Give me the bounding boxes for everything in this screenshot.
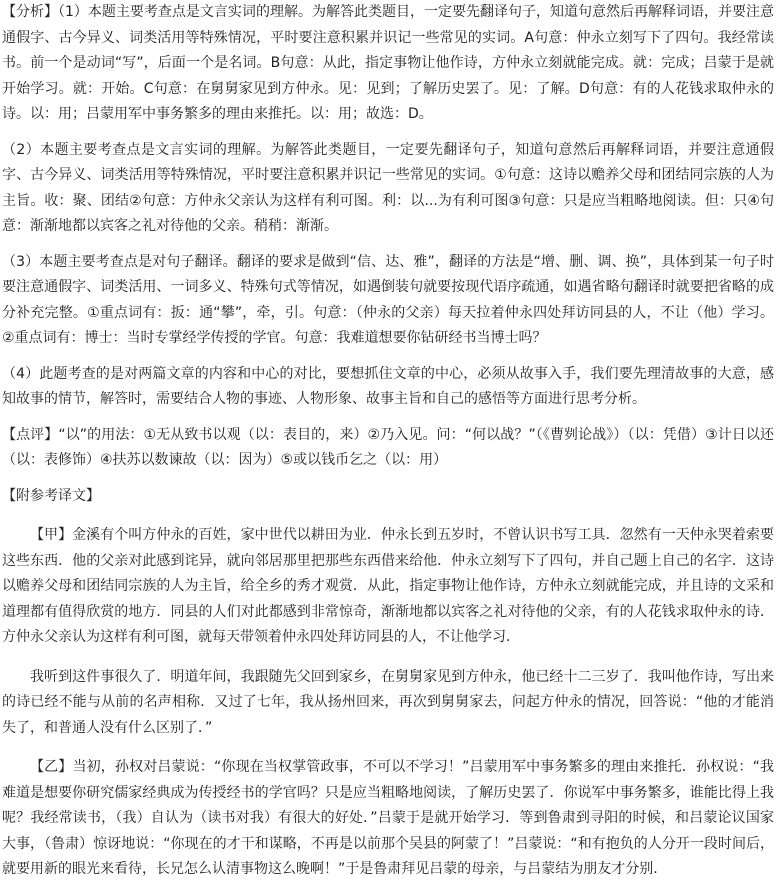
analysis-q1: 【分析】（1）本题主要考查点是文言实词的理解。为解答此类题目，一定要先翻译句子，知道句意然后再解释词语，并要注意通假字、古今异义、词类活用等特殊情况，平时要注意积累并识记一些常见的实词。A句意：仲永立刻写下了四句。我经常读书。前一个是动词“写”，后面一个是名词。B句意：从此，指定事物让他作诗，方仲永立刻就能完成。就：完成；吕蒙于是就开始学习。就：开始。C句意：在舅舅家见到方仲永。见：见到；了解历史罢了。见：了解。D句意：有的人花钱求取仲永的诗。以：用；吕蒙用军中事务繁多的理由来推托。以：用；故选：D。 <box>2 4 774 122</box>
translation-jia-part2: 我听到这件事很久了．明道年间，我跟随先父回到家乡，在舅舅家见到方仲永，他已经十二三岁了．我叫他作诗，写出来的诗已经不能与从前的名声相称．又过了七年，我从扬州回来，再次到舅舅家去，问起方仲永的情况，回答说：“他的才能消失了，和普通人没有什么区别了．” <box>2 668 774 736</box>
spacer <box>2 741 774 755</box>
translation-heading: 【附参考译文】 <box>2 487 100 504</box>
analysis-q2: （2）本题主要考查点是文言实词的理解。为解答此类题目，一定要先翻译句子，知道句意然后再解释词语，并要注意通假字、古今异义、词类活用等特殊情况，平时要注意积累并识记一些常见的实词。①句意：这诗以赡养父母和团结同宗族的人为主旨。收：聚、团结②句意：方仲永父亲认为这样有利可图。利：以...为有利可图③句意：只是应当粗略地阅读。但：只④句意：渐渐地都以宾客之礼对待他的父亲。稍稍：渐渐。 <box>2 141 774 234</box>
translation-yi: 【乙】当初，孙权对吕蒙说：“你现在当权掌管政事，不可以不学习！”吕蒙用军中事务繁多的理由来推托．孙权说：“我难道是想要你研究儒家经典成为传授经书的学官吗？只是应当粗略地阅读，了解历史罢了．你说军中事务繁多，谁能比得上我呢？我经常读书，（我）自认为（读书对我）有很大的好处．”吕蒙于是就开始学习．等到鲁肃到寻阳的时候，和吕蒙论议国家大事，（鲁肃）惊讶地说：“你现在的才干和谋略，不再是以前那个吴县的阿蒙了！”吕蒙说：“和有抱负的人分开一段时间后，就要用新的眼光来看待，长兄怎么认清事物这么晚啊！”于是鲁肃拜见吕蒙的母亲，与吕蒙结为朋友才分别． <box>2 759 774 877</box>
spacer <box>2 651 774 665</box>
spacer <box>2 509 774 523</box>
spacer <box>2 128 774 138</box>
translation-jia-part1: 【甲】金溪有个叫方仲永的百姓，家中世代以耕田为业．仲永长到五岁时，不曾认识书写工具．忽然有一天仲永哭着索要这些东西．他的父亲对此感到诧异，就向邻居那里把那些东西借来给他．仲永立刻写下了四句，并自己题上自己的名字．这诗以赡养父母和团结同宗族的人为主旨，给全乡的秀才观赏．从此，指定事物让他作诗，方仲永立刻就能完成，并且诗的文采和道理都有值得欣赏的地方．同县的人们对此都感到非常惊奇，渐渐地都以宾客之礼对待他的父亲，有的人花钱求取仲永的诗．方仲永父亲认为这样有利可图，就每天带领着仲永四处拜访同县的人，不让他学习． <box>2 527 774 645</box>
spacer <box>2 352 774 362</box>
spacer <box>2 474 774 484</box>
comment-paragraph: 【点评】“以”的用法：①无从致书以观（以：表目的，来）②乃入见。问：“何以战？”（《曹刿论战》）（以：凭借）③计日以还（以：表修饰）④扶苏以数谏故（以：因为）⑤或以钱币乞之（以：用） <box>2 426 774 468</box>
analysis-q3: （3）本题主要考查点是对句子翻译。翻译的要求是做到“信、达、雅”，翻译的方法是“增、删、调、换”，具体到某一句子时要注意通假字、词类活用、一词多义、特殊句式等情况，如遇倒装句就要按现代语序疏通，如遇省略句翻译时就要把省略的成分补充完整。①重点词有：扳：通“攀”，牵，引。句意：（仲永的父亲）每天拉着仲永四处拜访同县的人，不让（他）学习。②重点词有：博士：当时专掌经学传授的学官。句意：我难道想要你钻研经书当博士吗？ <box>2 253 774 346</box>
spacer <box>2 240 774 250</box>
analysis-q4: （4）此题考查的是对两篇文章的内容和中心的对比，要想抓住文章的中心，必须从故事入手，我们要先理清故事的大意，感知故事的情节，解答时，需要结合人物的事迹、人物形象、故事主旨和自己的感悟等方面进行思考分析。 <box>2 365 774 407</box>
spacer <box>2 413 774 423</box>
